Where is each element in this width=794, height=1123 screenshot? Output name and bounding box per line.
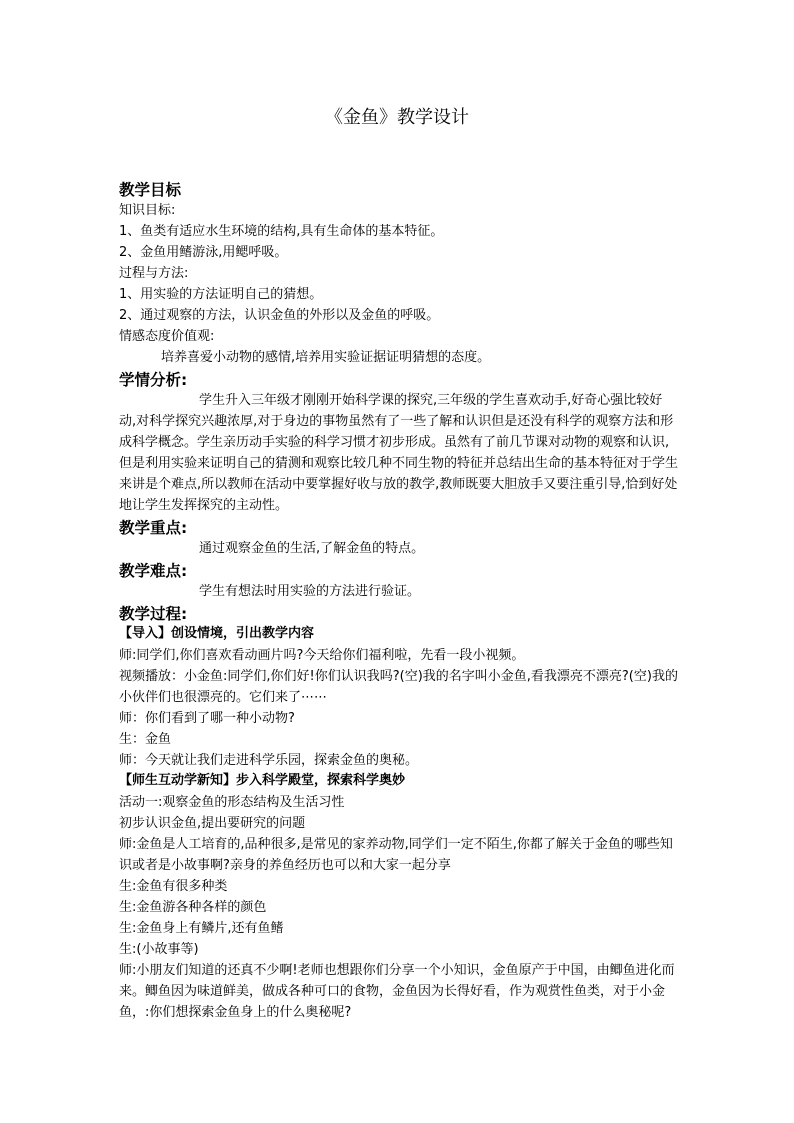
dialogue-line: 师:同学们,你们喜欢看动画片吗?今天给你们福利啦，先看一段小视频。 [119, 648, 525, 663]
dialogue-line: 生：金鱼 [119, 732, 172, 747]
dialogue-line: 师:金鱼是人工培育的,品种很多,是常见的家养动物,同学们一定不陌生,你都了解关于金鱼的哪些知识或者是小故事啊?亲身的养鱼经历也可以和大家一起分享 [119, 837, 673, 873]
knowledge-item: 1、鱼类有适应水生环境的结构,具有生命体的基本特征。 [119, 224, 444, 239]
intro-subheading: 【导入】创设情境，引出教学内容 [119, 626, 315, 641]
knowledge-item: 2、金鱼用鳍游泳,用鳃呼吸。 [119, 245, 288, 260]
dialogue-line: 生:金鱼游各种各样的颜色 [119, 900, 267, 915]
dialogue-line: 视频播放：小金鱼:同学们,你们好!你们认识我吗?(空)我的名字叫小金鱼,看我漂亮不漂亮?(空)我的小伙伴们也很漂亮的。它们来了⋯⋯ [119, 669, 678, 705]
new-knowledge-subheading: 【师生互动学新知】步入科学殿堂，探索科学奥妙 [119, 773, 406, 788]
process-item: 1、用实验的方法证明自己的猜想。 [119, 287, 323, 302]
process-item: 2、通过观察的方法，认识金鱼的外形以及金鱼的呼吸。 [119, 308, 440, 323]
emotion-label: 情感态度价值观: [119, 329, 215, 344]
document-body [119, 178, 679, 1023]
dialogue-line: 生:金鱼有很多种类 [119, 879, 228, 894]
difficulty-text: 学生有想法时用实验的方法进行验证。 [199, 584, 421, 599]
dialogue-line: 生:金鱼身上有鳞片,还有鱼鳍 [119, 921, 284, 936]
dialogue-line: 师:小朋友们知道的还真不少啊!老师也想跟你们分享一个小知识，金鱼原产于中国，由鲫鱼进化而来。鲫鱼因为味道鲜美，做成各种可口的食物，金鱼因为长得好看，作为观赏性鱼类，对于小金鱼，:你们想探索金鱼身上的什么奥秘呢? [119, 963, 675, 1020]
knowledge-label: 知识目标: [119, 203, 176, 218]
dialogue-line: 师：你们看到了哪一种小动物? [119, 711, 295, 726]
dialogue-line: 活动一:观察金鱼的形态结构及生活习性 [119, 795, 345, 810]
dialogue-line: 初步认识金鱼,提出要研究的问题 [119, 816, 306, 831]
heading-key-points: 教学重点: [119, 519, 188, 537]
emotion-text: 培养喜爱小动物的感情,培养用实验证据证明猜想的态度。 [161, 350, 491, 365]
process-label: 过程与方法: [119, 266, 189, 281]
heading-difficulty: 教学难点: [119, 562, 188, 580]
heading-goals: 教学目标 [119, 181, 182, 199]
document-title: 《金鱼》教学设计 [325, 107, 469, 128]
heading-process: 教学过程: [119, 605, 188, 623]
key-points-text: 通过观察金鱼的生活,了解金鱼的特点。 [199, 541, 425, 556]
heading-analysis: 学情分析: [119, 371, 188, 389]
dialogue-line: 生:(小故事等) [119, 942, 199, 957]
dialogue-line: 师：今天就让我们走进科学乐园，探索金鱼的奥秘。 [119, 753, 419, 768]
analysis-paragraph: 学生升入三年级才刚刚开始科学课的探究,三年级的学生喜欢动手,好奇心强比较好动,对科学探究兴趣浓厚,对于身边的事物虽然有了一些了解和认识但是还没有科学的观察方法和形成科学概念。学生亲历动手实验的科学习惯才初步形成。虽然有了前几节课对动物的观察和认识,但是利用实验来证明自己的猜测和观察比较几种不同生物的特征并总结出生命的基本特征对于学生来讲是个难点,所以教师在活动中要掌握好收与放的教学,教师既要大胆放手又要注重引导,恰到好处地让学生发挥探究的主动性。 [119, 393, 679, 513]
